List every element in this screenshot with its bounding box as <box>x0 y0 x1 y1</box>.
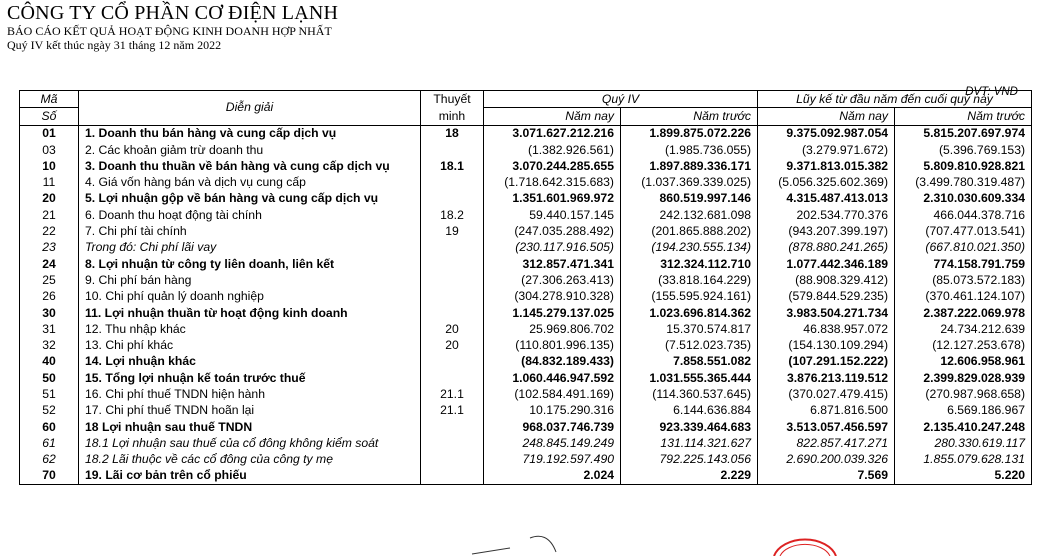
row-ytd-prev-year: 5.220 <box>895 468 1032 485</box>
row-ytd-this-year: 6.871.816.500 <box>758 403 895 419</box>
row-q-prev-year: (33.818.164.229) <box>621 272 758 288</box>
row-note <box>421 272 484 288</box>
row-description: 2. Các khoản giảm trừ doanh thu <box>79 142 421 158</box>
row-code: 60 <box>20 419 79 435</box>
row-note <box>421 240 484 256</box>
row-q-prev-year: 923.339.464.683 <box>621 419 758 435</box>
table-row <box>20 354 1032 370</box>
row-q-this-year: (102.584.491.169) <box>484 386 621 402</box>
row-ytd-prev-year: 2.310.030.609.334 <box>895 191 1032 207</box>
row-ytd-this-year: 9.375.092.987.054 <box>758 125 895 142</box>
row-q-this-year: (84.832.189.433) <box>484 354 621 370</box>
row-code: 52 <box>20 403 79 419</box>
row-ytd-prev-year: (3.499.780.319.487) <box>895 174 1032 190</box>
table-row <box>20 468 1032 485</box>
row-q-prev-year: 7.858.551.082 <box>621 354 758 370</box>
row-description: 19. Lãi cơ bản trên cổ phiếu <box>79 468 421 485</box>
row-q-prev-year: 792.225.143.056 <box>621 452 758 468</box>
row-note: 21.1 <box>421 386 484 402</box>
report-header <box>7 0 338 52</box>
row-description: 4. Giá vốn hàng bán và dịch vụ cung cấp <box>79 174 421 190</box>
header-description: Diễn giải <box>79 91 421 126</box>
header-number: Số <box>20 108 79 125</box>
row-q-this-year: 312.857.471.341 <box>484 256 621 272</box>
row-ytd-this-year: (5.056.325.602.369) <box>758 174 895 190</box>
row-q-this-year: (1.382.926.561) <box>484 142 621 158</box>
row-description: 10. Chi phí quản lý doanh nghiệp <box>79 289 421 305</box>
row-ytd-prev-year: 774.158.791.759 <box>895 256 1032 272</box>
row-note: 18.2 <box>421 207 484 223</box>
row-ytd-this-year: 9.371.813.015.382 <box>758 158 895 174</box>
row-ytd-this-year: 7.569 <box>758 468 895 485</box>
row-code: 10 <box>20 158 79 174</box>
table-row <box>20 321 1032 337</box>
row-ytd-this-year: 3.513.057.456.597 <box>758 419 895 435</box>
table-row <box>20 158 1032 174</box>
row-q-this-year: 3.071.627.212.216 <box>484 125 621 142</box>
company-seal <box>770 534 840 556</box>
row-q-prev-year: 312.324.112.710 <box>621 256 758 272</box>
row-note: 18.1 <box>421 158 484 174</box>
row-code: 62 <box>20 452 79 468</box>
row-q-this-year: (1.718.642.315.683) <box>484 174 621 190</box>
row-q-prev-year: (1.037.369.339.025) <box>621 174 758 190</box>
row-ytd-this-year: (88.908.329.412) <box>758 272 895 288</box>
row-q-this-year: 3.070.244.285.655 <box>484 158 621 174</box>
row-ytd-this-year: 3.876.213.119.512 <box>758 370 895 386</box>
table-row <box>20 435 1032 451</box>
row-q-prev-year: 6.144.636.884 <box>621 403 758 419</box>
row-note <box>421 452 484 468</box>
row-description: 7. Chi phí tài chính <box>79 223 421 239</box>
row-q-prev-year: (194.230.555.134) <box>621 240 758 256</box>
row-description: 9. Chi phí bán hàng <box>79 272 421 288</box>
row-q-prev-year: 1.899.875.072.226 <box>621 125 758 142</box>
table-row <box>20 403 1032 419</box>
table-body <box>20 125 1032 485</box>
table-row <box>20 191 1032 207</box>
row-ytd-this-year: 1.077.442.346.189 <box>758 256 895 272</box>
row-ytd-this-year: (878.880.241.265) <box>758 240 895 256</box>
row-q-this-year: 2.024 <box>484 468 621 485</box>
row-description: Trong đó: Chi phí lãi vay <box>79 240 421 256</box>
row-q-this-year: 719.192.597.490 <box>484 452 621 468</box>
table-row <box>20 223 1032 239</box>
row-ytd-prev-year: 24.734.212.639 <box>895 321 1032 337</box>
row-q-prev-year: 2.229 <box>621 468 758 485</box>
row-note <box>421 468 484 485</box>
row-note <box>421 354 484 370</box>
row-note <box>421 419 484 435</box>
row-q-prev-year: 242.132.681.098 <box>621 207 758 223</box>
row-ytd-this-year: 46.838.957.072 <box>758 321 895 337</box>
row-note <box>421 435 484 451</box>
row-description: 17. Chi phí thuế TNDN hoãn lại <box>79 403 421 419</box>
table-row <box>20 272 1032 288</box>
row-code: 31 <box>20 321 79 337</box>
table-row <box>20 174 1032 190</box>
row-description: 14. Lợi nhuận khác <box>79 354 421 370</box>
row-description: 5. Lợi nhuận gộp về bán hàng và cung cấp dịch vụ <box>79 191 421 207</box>
row-code: 25 <box>20 272 79 288</box>
row-ytd-this-year: (579.844.529.235) <box>758 289 895 305</box>
row-code: 30 <box>20 305 79 321</box>
row-description: 11. Lợi nhuận thuần từ hoạt động kinh doanh <box>79 305 421 321</box>
row-note <box>421 191 484 207</box>
row-code: 70 <box>20 468 79 485</box>
row-ytd-prev-year: 5.809.810.928.821 <box>895 158 1032 174</box>
signature-mark <box>470 534 590 556</box>
row-description: 3. Doanh thu thuần về bán hàng và cung cấp dịch vụ <box>79 158 421 174</box>
row-q-this-year: 1.351.601.969.972 <box>484 191 621 207</box>
row-description: 18 Lợi nhuận sau thuế TNDN <box>79 419 421 435</box>
currency-unit: ĐVT: VND <box>965 86 1018 98</box>
table-row <box>20 289 1032 305</box>
table-row <box>20 256 1032 272</box>
header-ytd: Lũy kế từ đầu năm đến cuối quý này <box>758 91 1032 108</box>
row-code: 23 <box>20 240 79 256</box>
row-description: 18.1 Lợi nhuận sau thuế của cổ đông không kiểm soát <box>79 435 421 451</box>
row-ytd-this-year: (943.207.399.197) <box>758 223 895 239</box>
row-description: 15. Tổng lợi nhuận kế toán trước thuế <box>79 370 421 386</box>
row-note: 19 <box>421 223 484 239</box>
table-row <box>20 305 1032 321</box>
row-code: 03 <box>20 142 79 158</box>
row-q-prev-year: (201.865.888.202) <box>621 223 758 239</box>
row-note <box>421 174 484 190</box>
income-statement-table <box>19 90 1032 485</box>
row-ytd-this-year: (154.130.109.294) <box>758 337 895 353</box>
row-q-prev-year: 1.023.696.814.362 <box>621 305 758 321</box>
row-note: 20 <box>421 337 484 353</box>
row-ytd-this-year: 3.983.504.271.734 <box>758 305 895 321</box>
row-description: 1. Doanh thu bán hàng và cung cấp dịch vụ <box>79 125 421 142</box>
row-q-this-year: 1.145.279.137.025 <box>484 305 621 321</box>
table-row <box>20 207 1032 223</box>
row-code: 51 <box>20 386 79 402</box>
row-code: 61 <box>20 435 79 451</box>
row-q-prev-year: (1.985.736.055) <box>621 142 758 158</box>
row-ytd-prev-year: 2.387.222.069.978 <box>895 305 1032 321</box>
table-row <box>20 370 1032 386</box>
row-ytd-prev-year: 2.135.410.247.248 <box>895 419 1032 435</box>
row-q-this-year: (304.278.910.328) <box>484 289 621 305</box>
table-row <box>20 142 1032 158</box>
row-ytd-this-year: (3.279.971.672) <box>758 142 895 158</box>
row-code: 21 <box>20 207 79 223</box>
row-note <box>421 370 484 386</box>
row-note <box>421 142 484 158</box>
header-note-1: Thuyết <box>421 91 484 108</box>
row-q-prev-year: 15.370.574.817 <box>621 321 758 337</box>
row-note: 20 <box>421 321 484 337</box>
row-ytd-prev-year: 280.330.619.117 <box>895 435 1032 451</box>
row-q-prev-year: 1.031.555.365.444 <box>621 370 758 386</box>
table-row <box>20 386 1032 402</box>
row-ytd-prev-year: (707.477.013.541) <box>895 223 1032 239</box>
row-q-this-year: (230.117.916.505) <box>484 240 621 256</box>
header-note-2: minh <box>421 108 484 125</box>
row-ytd-prev-year: 12.606.958.961 <box>895 354 1032 370</box>
row-ytd-prev-year: 2.399.829.028.939 <box>895 370 1032 386</box>
row-ytd-this-year: (370.027.479.415) <box>758 386 895 402</box>
row-q-prev-year: (114.360.537.645) <box>621 386 758 402</box>
row-q-prev-year: (155.595.924.161) <box>621 289 758 305</box>
row-code: 50 <box>20 370 79 386</box>
table-row <box>20 240 1032 256</box>
row-ytd-prev-year: (85.073.572.183) <box>895 272 1032 288</box>
row-ytd-prev-year: (370.461.124.107) <box>895 289 1032 305</box>
row-q-this-year: 59.440.157.145 <box>484 207 621 223</box>
row-code: 20 <box>20 191 79 207</box>
row-q-prev-year: (7.512.023.735) <box>621 337 758 353</box>
header-ytd-prev-year: Năm trước <box>895 108 1032 125</box>
row-q-this-year: 10.175.290.316 <box>484 403 621 419</box>
table-row <box>20 419 1032 435</box>
row-q-this-year: (27.306.263.413) <box>484 272 621 288</box>
row-description: 16. Chi phí thuế TNDN hiện hành <box>79 386 421 402</box>
table-row <box>20 337 1032 353</box>
row-ytd-prev-year: (667.810.021.350) <box>895 240 1032 256</box>
row-ytd-prev-year: 6.569.186.967 <box>895 403 1032 419</box>
row-q-this-year: (110.801.996.135) <box>484 337 621 353</box>
report-period: Quý IV kết thúc ngày 31 tháng 12 năm 2022 <box>7 38 222 52</box>
row-ytd-prev-year: 466.044.378.716 <box>895 207 1032 223</box>
row-description: 13. Chi phí khác <box>79 337 421 353</box>
row-code: 01 <box>20 125 79 142</box>
row-ytd-this-year: (107.291.152.222) <box>758 354 895 370</box>
company-name: CÔNG TY CỔ PHẦN CƠ ĐIỆN LẠNH <box>7 2 339 24</box>
row-ytd-this-year: 2.690.200.039.326 <box>758 452 895 468</box>
row-note <box>421 289 484 305</box>
row-ytd-this-year: 822.857.417.271 <box>758 435 895 451</box>
row-description: 6. Doanh thu hoạt động tài chính <box>79 207 421 223</box>
header-quarter: Quý IV <box>484 91 758 108</box>
header-q-this-year: Năm nay <box>484 108 621 125</box>
row-ytd-this-year: 4.315.487.413.013 <box>758 191 895 207</box>
row-note <box>421 256 484 272</box>
header-q-prev-year: Năm trước <box>621 108 758 125</box>
row-q-this-year: 25.969.806.702 <box>484 321 621 337</box>
row-note: 18 <box>421 125 484 142</box>
row-description: 12. Thu nhập khác <box>79 321 421 337</box>
header-code: Mã <box>20 91 79 108</box>
row-code: 40 <box>20 354 79 370</box>
row-q-prev-year: 131.114.321.627 <box>621 435 758 451</box>
row-code: 11 <box>20 174 79 190</box>
report-title: BÁO CÁO KẾT QUẢ HOẠT ĐỘNG KINH DOANH HỢP NHẤT <box>7 24 332 38</box>
row-q-prev-year: 1.897.889.336.171 <box>621 158 758 174</box>
table-row <box>20 452 1032 468</box>
row-note: 21.1 <box>421 403 484 419</box>
row-ytd-this-year: 202.534.770.376 <box>758 207 895 223</box>
row-ytd-prev-year: (5.396.769.153) <box>895 142 1032 158</box>
row-q-this-year: 248.845.149.249 <box>484 435 621 451</box>
row-ytd-prev-year: 1.855.079.628.131 <box>895 452 1032 468</box>
row-ytd-prev-year: (270.987.968.658) <box>895 386 1032 402</box>
row-ytd-prev-year: 5.815.207.697.974 <box>895 125 1032 142</box>
row-code: 26 <box>20 289 79 305</box>
row-q-this-year: (247.035.288.492) <box>484 223 621 239</box>
header-ytd-this-year: Năm nay <box>758 108 895 125</box>
row-ytd-prev-year: (12.127.253.678) <box>895 337 1032 353</box>
row-q-prev-year: 860.519.997.146 <box>621 191 758 207</box>
row-code: 32 <box>20 337 79 353</box>
row-code: 22 <box>20 223 79 239</box>
row-description: 8. Lợi nhuận từ công ty liên doanh, liên kết <box>79 256 421 272</box>
row-q-this-year: 968.037.746.739 <box>484 419 621 435</box>
row-description: 18.2 Lãi thuộc về các cổ đông của công ty mẹ <box>79 452 421 468</box>
row-q-this-year: 1.060.446.947.592 <box>484 370 621 386</box>
table-row <box>20 125 1032 142</box>
row-note <box>421 305 484 321</box>
row-code: 24 <box>20 256 79 272</box>
